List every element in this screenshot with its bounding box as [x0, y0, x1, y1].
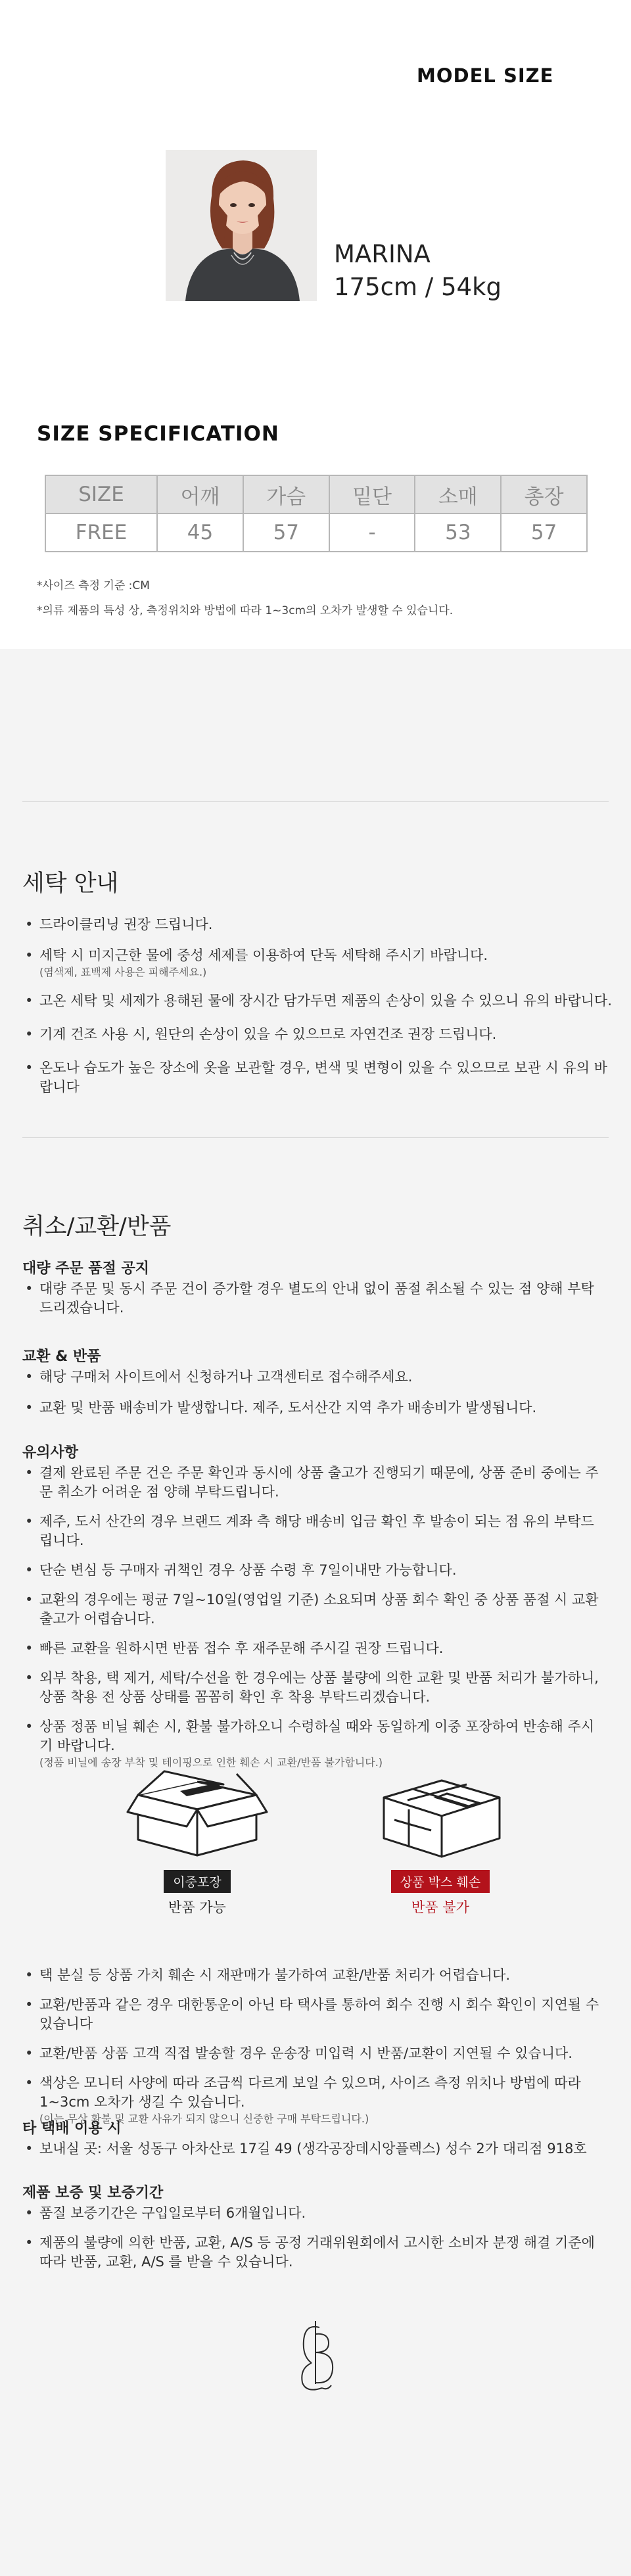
list-item-text: 드라이클리닝 권장 드립니다. [39, 917, 213, 932]
bulk-order-title: 대량 주문 품절 공지 [22, 1260, 149, 1277]
size-note-unit: *사이즈 측정 기준 :CM [37, 579, 150, 592]
double-pack-figure [125, 1762, 269, 1917]
exchange-title: 교환 & 반품 [22, 1348, 101, 1365]
list-item-text: 해당 구매처 사이트에서 신청하거나 고객센터로 접수해주세요. [39, 1369, 413, 1385]
list-item-text: 품질 보증기간은 구입일로부터 6개월입니다. [39, 2205, 306, 2221]
size-spec-header-row [45, 475, 587, 513]
size-spec-header: 밑단 [329, 475, 415, 513]
list-item-text: 보내실 곳: 서울 성동구 아차산로 17길 49 (생각공장데시앙플렉스) 성수 2가 대리점 918호 [39, 2141, 587, 2157]
list-item [22, 1464, 607, 1502]
list-item-text: 교환 및 반품 배송비가 발생합니다. 제주, 도서산간 지역 추가 배송비가 발생됩니다. [39, 1400, 537, 1416]
exchange-list [22, 1368, 614, 1418]
list-item [22, 2044, 614, 2063]
more-notice-list [22, 1966, 614, 2126]
warranty-list [22, 2204, 607, 2272]
brand-logo [283, 2314, 348, 2393]
list-item [22, 1398, 614, 1418]
list-item [22, 1966, 614, 1985]
damaged-box-icon [368, 1762, 513, 1861]
size-spec-header: 가슴 [243, 475, 329, 513]
bulk-order-list [22, 1279, 601, 1318]
double-pack-label: 이중포장 [164, 1870, 230, 1893]
model-info [334, 238, 502, 304]
model-portrait-image [166, 150, 317, 301]
model-measurements: 175cm / 54kg [334, 273, 502, 301]
return-possible-caption: 반품 가능 [168, 1899, 226, 1915]
size-spec-header: 총장 [501, 475, 587, 513]
model-name: MARINA [334, 240, 431, 268]
return-impossible-caption: 반품 불가 [411, 1899, 469, 1915]
policy-title: 취소/교환/반품 [22, 1214, 172, 1240]
list-item [22, 2139, 614, 2159]
model-photo [166, 150, 317, 301]
list-item-text: 제주, 도서 산간의 경우 브랜드 계좌 측 해당 배송비 입금 확인 후 발송이 되는 점 유의 부탁드립니다. [39, 1514, 594, 1548]
more-sub-note: (이는 무상 환불 및 교환 사유가 되지 않으니 신중한 구매 부탁드립니다.) [39, 2112, 369, 2125]
size-spec-cell: FREE [45, 513, 157, 552]
damaged-box-figure [368, 1762, 513, 1917]
list-item [22, 1025, 614, 1044]
size-spec-table [45, 475, 588, 552]
list-item-text: 빠른 교환을 원하시면 반품 접수 후 재주문해 주시길 권장 드립니다. [39, 1640, 444, 1656]
list-item [22, 1669, 607, 1707]
list-item-text: 온도나 습도가 높은 장소에 옷을 보관할 경우, 변색 및 변형이 있을 수 있으므로 보관 시 유의 바랍니다 [39, 1060, 608, 1095]
size-spec-cell: 57 [501, 513, 587, 552]
wash-title: 세탁 안내 [22, 871, 119, 897]
size-note-tolerance: *의류 제품의 특성 상, 측정위치와 방법에 따라 1~3cm의 오차가 발생할 수 있습니다. [37, 604, 454, 617]
list-item-text: 결제 완료된 주문 건은 주문 확인과 동시에 상품 출고가 진행되기 때문에, 상품 준비 중에는 주문 취소가 어려운 점 양해 부탁드립니다. [39, 1465, 599, 1500]
list-item-text: 기계 건조 사용 시, 원단의 손상이 있을 수 있으므로 자연건조 권장 드립니다. [39, 1026, 497, 1042]
list-item [22, 991, 614, 1011]
list-item-text: 단순 변심 등 구매자 귀책인 경우 상품 수령 후 7일이내만 가능합니다. [39, 1562, 457, 1578]
list-item [22, 2233, 607, 2272]
divider [22, 801, 609, 802]
courier-title: 타 택배 이용 시 [22, 2120, 122, 2137]
list-item [22, 1717, 607, 1770]
list-item-text: 제품의 불량에 의한 반품, 교환, A/S 등 공정 거래위원회에서 고시한 소비자 분쟁 해결 기준에 따라 반품, 교환, A/S 를 받을 수 있습니다. [39, 2235, 595, 2270]
list-item [22, 915, 614, 934]
list-item [22, 946, 614, 980]
damaged-box-label: 상품 박스 훼손 [391, 1870, 490, 1893]
list-item [22, 1561, 607, 1580]
list-item [22, 1639, 607, 1658]
list-item [22, 1590, 607, 1629]
list-item-text: 교환의 경우에는 평균 7일~10일(영업일 기준) 소요되며 상품 회수 확인 중 상품 품절 시 교환 출고가 어렵습니다. [39, 1592, 599, 1627]
list-item [22, 1512, 607, 1550]
notice-list [22, 1464, 607, 1770]
size-spec-cell: 53 [415, 513, 501, 552]
divider [22, 1137, 609, 1138]
notice-title: 유의사항 [22, 1444, 79, 1461]
list-item-text: 택 분실 등 상품 가치 훼손 시 재판매가 불가하여 교환/반품 처리가 어렵습니다. [39, 1967, 511, 1983]
size-spec-row [45, 513, 587, 552]
double-pack-box-icon [125, 1762, 269, 1861]
size-spec-cell: 45 [157, 513, 243, 552]
list-item-text: 세탁 시 미지근한 물에 중성 세제를 이용하여 단독 세탁해 주시기 바랍니다. [39, 947, 488, 963]
size-spec-header: SIZE [45, 475, 157, 513]
list-item-text: 외부 착용, 택 제거, 세탁/수선을 한 경우에는 상품 불량에 의한 교환 및 반품 처리가 불가하니, 상품 착용 전 상품 상태를 꼼꼼히 확인 후 착용 부탁드리겠습니다. [39, 1670, 599, 1705]
size-spec-header: 어깨 [157, 475, 243, 513]
list-item [22, 2204, 607, 2223]
wash-sub-note: (염색제, 표백제 사용은 피해주세요.) [39, 966, 207, 978]
list-item [22, 1995, 614, 2034]
list-item-text: 대량 주문 및 동시 주문 건이 증가할 경우 별도의 안내 없이 품절 취소될 수 있는 점 양해 부탁 드리겠습니다. [39, 1281, 594, 1316]
list-item-text: 상품 정품 비닐 훼손 시, 환불 불가하오니 수령하실 때와 동일하게 이중 포장하여 반송해 주시기 바랍니다. [39, 1719, 595, 1753]
list-item-text: 색상은 모니터 사양에 따라 조금씩 다르게 보일 수 있으며, 사이즈 측정 위치나 방법에 따라 1~3cm 오차가 생길 수 있습니다. [39, 2075, 581, 2110]
list-item [22, 1059, 614, 1097]
list-item [22, 1279, 601, 1318]
notice-sub-note: (정품 비닐에 송장 부착 및 테이핑으로 인한 훼손 시 교환/반품 불가합니다.) [39, 1756, 383, 1769]
size-spec-cell: - [329, 513, 415, 552]
list-item [22, 1368, 614, 1387]
list-item-text: 고온 세탁 및 세제가 용해된 물에 장시간 담가두면 제품의 손상이 있을 수 있으니 유의 바랍니다. [39, 993, 612, 1009]
warranty-title: 제품 보증 및 보증기간 [22, 2185, 164, 2201]
list-item-text: 교환/반품과 같은 경우 대한통운이 아닌 타 택사를 통하여 회수 진행 시 회수 확인이 지연될 수 있습니다 [39, 1997, 599, 2032]
size-spec-cell: 57 [243, 513, 329, 552]
size-spec-title: SIZE SPECIFICATION [37, 422, 279, 446]
wash-list [22, 915, 614, 1097]
model-size-title: MODEL SIZE [417, 64, 554, 87]
courier-list [22, 2139, 614, 2159]
size-spec-header: 소매 [415, 475, 501, 513]
list-item-text: 교환/반품 상품 고객 직접 발송할 경우 운송장 미입력 시 반품/교환이 지연될 수 있습니다. [39, 2045, 573, 2061]
